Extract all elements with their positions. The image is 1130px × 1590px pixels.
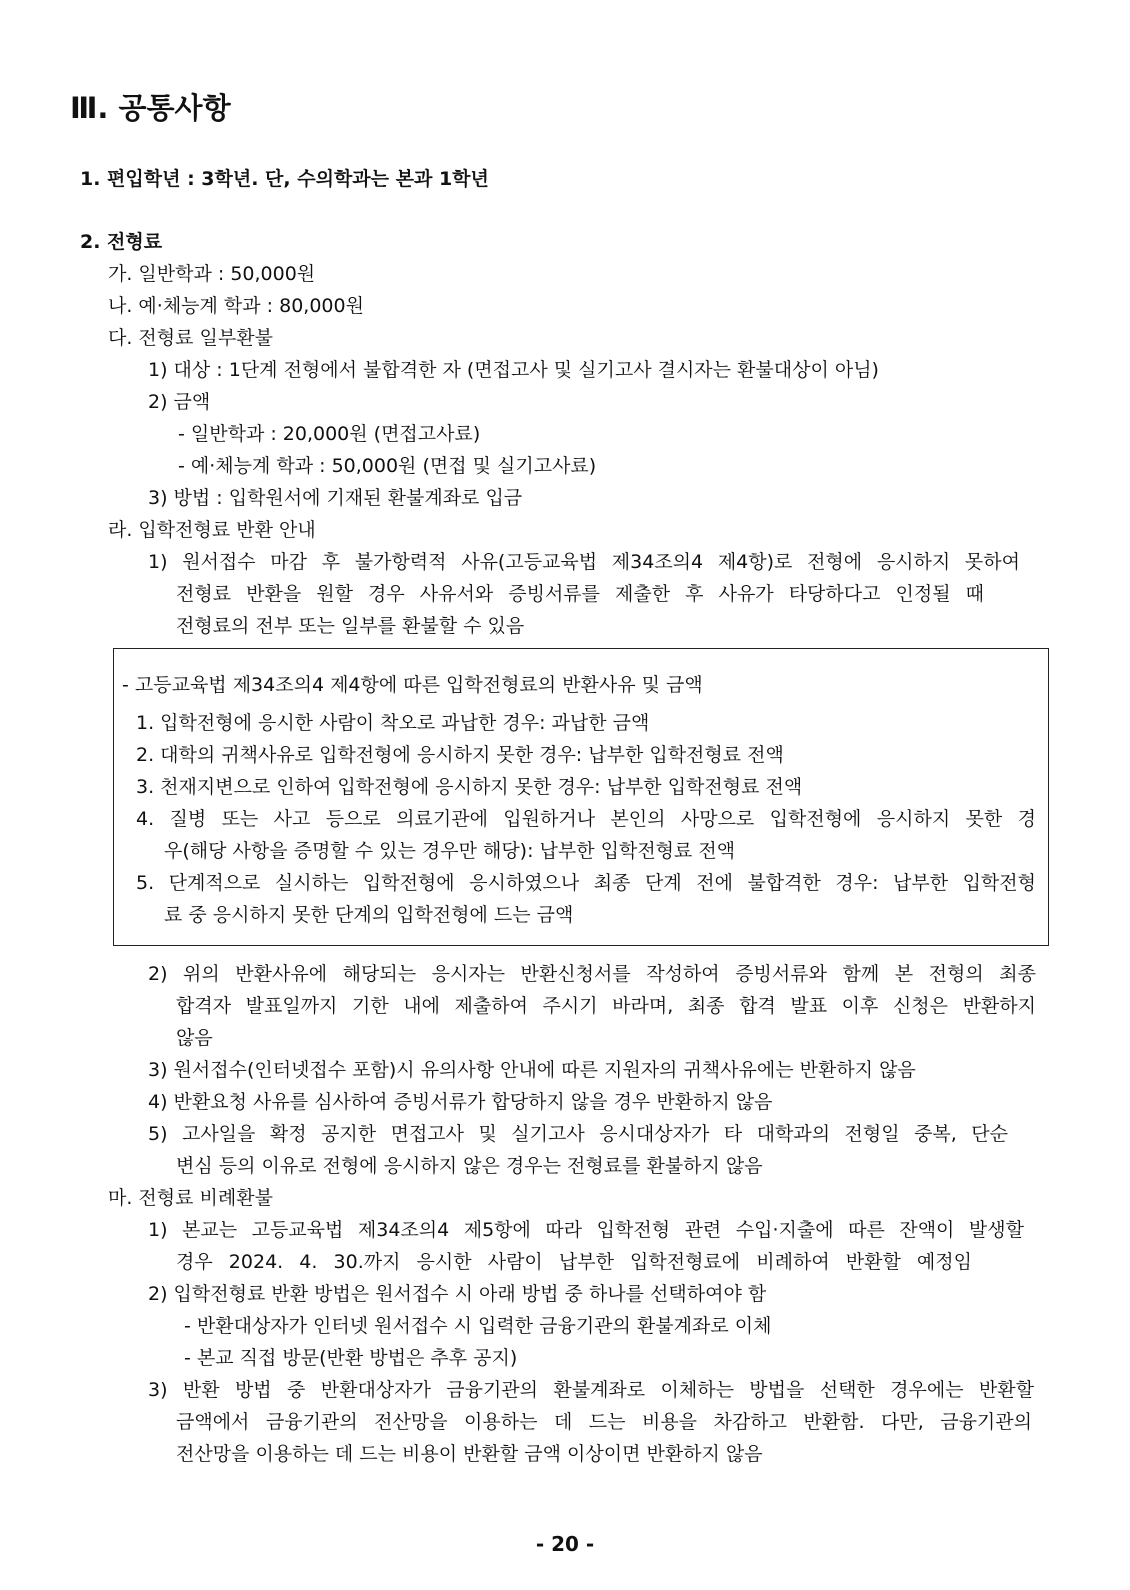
item-2-heading: 2. 전형료: [80, 231, 163, 253]
refund-guide-heading: 라. 입학전형료 반환 안내: [108, 519, 316, 541]
box-line-4-cont: 우(해당 사항을 증명할 수 있는 경우만 해당): 납부한 입학전형료 전액: [164, 840, 736, 862]
refund-guide-1-line-3: 전형료의 전부 또는 일부를 환불할 수 있음: [176, 615, 525, 637]
legal-refund-box: [113, 648, 1049, 946]
proportional-refund-1-line-1: 1) 본교는 고등교육법 제34조의4 제5항에 따라 입학전형 관련 수입·지출에 따른 잔액이 발생할: [148, 1219, 1024, 1241]
refund-guide-1-line-1: 1) 원서접수 마감 후 불가항력적 사유(고등교육법 제34조의4 제4항)로 전형에 응시하지 못하여: [148, 551, 1020, 573]
partial-refund-target: 1) 대상 : 1단계 전형에서 불합격한 자 (면접고사 및 실기고사 결시자는 환불대상이 아님): [148, 359, 879, 381]
refund-guide-4: 4) 반환요청 사유를 심사하여 증빙서류가 합당하지 않을 경우 반환하지 않음: [148, 1091, 773, 1113]
fee-arts: 나. 예·체능계 학과 : 80,000원: [108, 295, 364, 317]
proportional-refund-3-line-1: 3) 반환 방법 중 반환대상자가 금융기관의 환불계좌로 이체하는 방법을 선택한 경우에는 반환할: [148, 1379, 1034, 1401]
item-1-transfer-grade: 1. 편입학년 : 3학년. 단, 수의학과는 본과 1학년: [80, 168, 489, 190]
box-line-2: 2. 대학의 귀책사유로 입학전형에 응시하지 못한 경우: 납부한 입학전형료 전액: [136, 744, 784, 766]
refund-guide-1-line-2: 전형료 반환을 원할 경우 사유서와 증빙서류를 제출한 후 사유가 타당하다고 인정될 때: [176, 583, 984, 605]
box-line-4: 4. 질병 또는 사고 등으로 의료기관에 입원하거나 본인의 사망으로 입학전형에 응시하지 못한 경: [136, 808, 1036, 830]
proportional-refund-2: 2) 입학전형료 반환 방법은 원서접수 시 아래 방법 중 하나를 선택하여야 함: [148, 1283, 767, 1305]
page-number: - 20 -: [535, 1532, 595, 1556]
proportional-refund-3-line-3: 전산망을 이용하는 데 드는 비용이 반환할 금액 이상이면 반환하지 않음: [176, 1443, 763, 1465]
box-line-1: 1. 입학전형에 응시한 사람이 착오로 과납한 경우: 과납한 금액: [136, 712, 650, 734]
partial-refund-method: 3) 방법 : 입학원서에 기재된 환불계좌로 입금: [148, 487, 523, 509]
section-title: Ⅲ. 공통사항: [70, 91, 231, 125]
box-title: - 고등교육법 제34조의4 제4항에 따른 입학전형료의 반환사유 및 금액: [122, 674, 703, 696]
partial-refund-amount-general: - 일반학과 : 20,000원 (면접고사료): [178, 423, 481, 445]
partial-refund-heading: 다. 전형료 일부환불: [108, 327, 273, 349]
refund-guide-2-line-2: 합격자 발표일까지 기한 내에 제출하여 주시기 바라며, 최종 합격 발표 이후 신청은 반환하지: [176, 995, 1036, 1017]
box-line-5: 5. 단계적으로 실시하는 입학전형에 응시하였으나 최종 단계 전에 불합격한 경우: 납부한 입학전형: [136, 872, 1036, 894]
refund-guide-3: 3) 원서접수(인터넷접수 포함)시 유의사항 안내에 따른 지원자의 귀책사유에는 반환하지 않음: [148, 1059, 916, 1081]
fee-general: 가. 일반학과 : 50,000원: [108, 263, 316, 285]
refund-guide-2-line-1: 2) 위의 반환사유에 해당되는 응시자는 반환신청서를 작성하여 증빙서류와 함께 본 전형의 최종: [148, 963, 1036, 985]
proportional-refund-heading: 마. 전형료 비례환불: [108, 1187, 273, 1209]
partial-refund-amount-arts: - 예·체능계 학과 : 50,000원 (면접 및 실기고사료): [178, 455, 597, 477]
refund-guide-5-line-1: 5) 고사일을 확정 공지한 면접고사 및 실기고사 응시대상자가 타 대학과의 전형일 중복, 단순: [148, 1123, 1008, 1145]
proportional-refund-1-line-2: 경우 2024. 4. 30.까지 응시한 사람이 납부한 입학전형료에 비례하여 반환할 예정임: [176, 1251, 972, 1273]
refund-guide-5-line-2: 변심 등의 이유로 전형에 응시하지 않은 경우는 전형료를 환불하지 않음: [176, 1155, 763, 1177]
proportional-refund-3-line-2: 금액에서 금융기관의 전산망을 이용하는 데 드는 비용을 차감하고 반환함. 다만, 금융기관의: [176, 1411, 1032, 1433]
proportional-refund-2b: - 본교 직접 방문(반환 방법은 추후 공지): [184, 1347, 518, 1369]
box-line-3: 3. 천재지변으로 인하여 입학전형에 응시하지 못한 경우: 납부한 입학전형료 전액: [136, 776, 803, 798]
proportional-refund-2a: - 반환대상자가 인터넷 원서접수 시 입력한 금융기관의 환불계좌로 이체: [184, 1315, 772, 1337]
partial-refund-amount: 2) 금액: [148, 391, 211, 413]
box-line-5-cont: 료 중 응시하지 못한 단계의 입학전형에 드는 금액: [164, 904, 574, 926]
refund-guide-2-line-3: 않음: [176, 1027, 213, 1049]
